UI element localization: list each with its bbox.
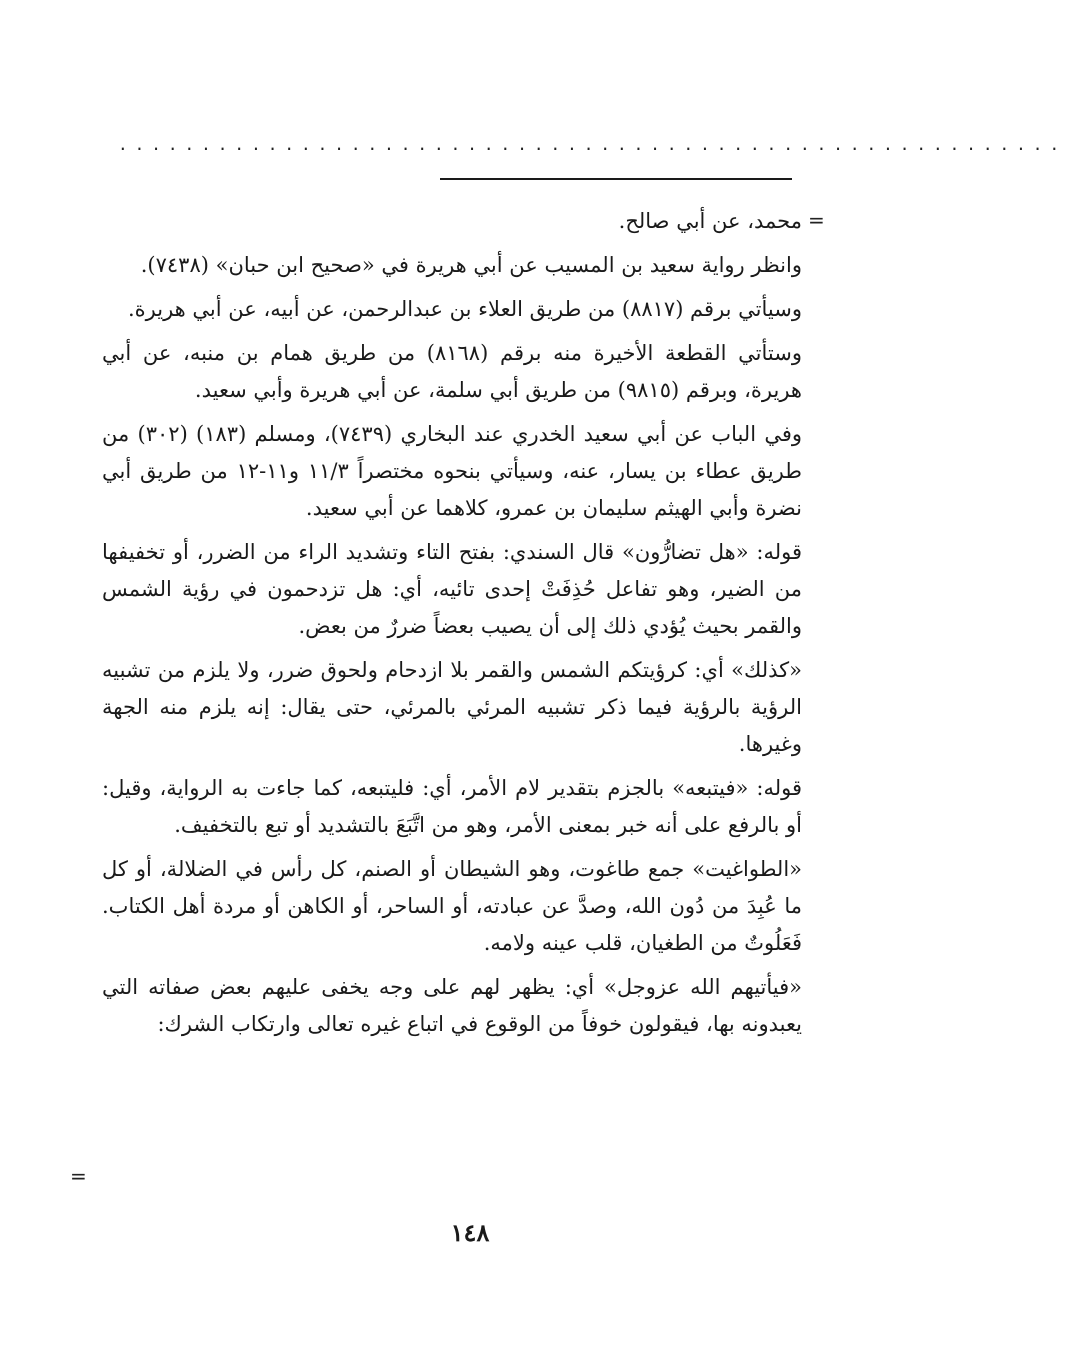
paragraph-6: قوله: «هل تضارُّون» قال السندي: بفتح التاء وتشديد الراء من الضرر، أو تخفيفها من الضير، وهو تفاعل حُذِفَتْ إحدى تائيه، أي: هل تزدحمون في رؤية الشمس والقمر بحيث يُؤدي ذلك إلى أن يصيب بعضاً ضررٌ من بعض. [102, 540, 802, 638]
page-number: ١٤٨ [450, 1218, 490, 1247]
header-dotted-line: ......................................................... [118, 135, 1066, 154]
continuation-marker-top: = [808, 208, 825, 232]
paragraph-7: «كذلك» أي: كرؤيتكم الشمس والقمر بلا ازدحام ولحوق ضرر، ولا يلزم من تشبيه الرؤية بالرؤية فيما ذكر تشبيه المرئي بالمرئي، حتى يقال: إنه يلزم منه الجهة وغيرها. [102, 658, 802, 756]
paragraph-8: قوله: «فيتبعه» بالجزم بتقدير لام الأمر، أي: فليتبعه، كما جاءت به الرواية، وقيل: أو بالرفع على أنه خبر بمعنى الأمر، وهو من اتَّبَعَ بالتشديد أو تبع بالتخفيف. [102, 776, 802, 837]
footnote-separator-rule [440, 178, 792, 180]
footnote-text-block [102, 203, 802, 1050]
continuation-marker-bottom: = [70, 1164, 87, 1188]
paragraph-9: «الطواغيت» جمع طاغوت، وهو الشيطان أو الصنم، كل رأس في الضلالة، أو كل ما عُبِدَ من دُون الله، وصدَّ عن عبادته، أو الساحر، أو الكاهن أو مردة أهل الكتاب. فَعَلُوتٌ من الطغيان، قلب عينه ولامه. [102, 857, 802, 955]
paragraph-5: وفي الباب عن أبي سعيد الخدري عند البخاري (٧٤٣٩)، ومسلم (١٨٣) (٣٠٢) من طريق عطاء بن يسار، عنه، وسيأتي بنحوه مختصراً ١١/٣ و١١-١٢ من طريق أبي نضرة وأبي الهيثم سليمان بن عمرو، كلاهما عن أبي سعيد. [102, 422, 803, 520]
paragraph-4: وستأتي القطعة الأخيرة منه برقم (٨١٦٨) من طريق همام بن منبه، عن أبي هريرة، وبرقم (٩٨١٥) من طريق أبي سلمة، عن أبي هريرة وأبي سعيد. [102, 341, 802, 402]
paragraph-1: محمد، عن أبي صالح. [618, 209, 802, 233]
paragraph-3: وسيأتي برقم (٨٨١٧) من طريق العلاء بن عبدالرحمن، عن أبيه، عن أبي هريرة. [127, 297, 802, 321]
paragraph-2: وانظر رواية سعيد بن المسيب عن أبي هريرة في «صحيح ابن حبان» (٧٤٣٨). [140, 253, 802, 277]
paragraph-10: «فيأتيهم الله عزوجل» أي: يظهر لهم على وجه يخفى عليهم بعض صفاته التي يعبدونه بها، فيقولون خوفاً من الوقوع في اتباع غيره تعالى وارتكاب الشرك: [102, 975, 802, 1036]
